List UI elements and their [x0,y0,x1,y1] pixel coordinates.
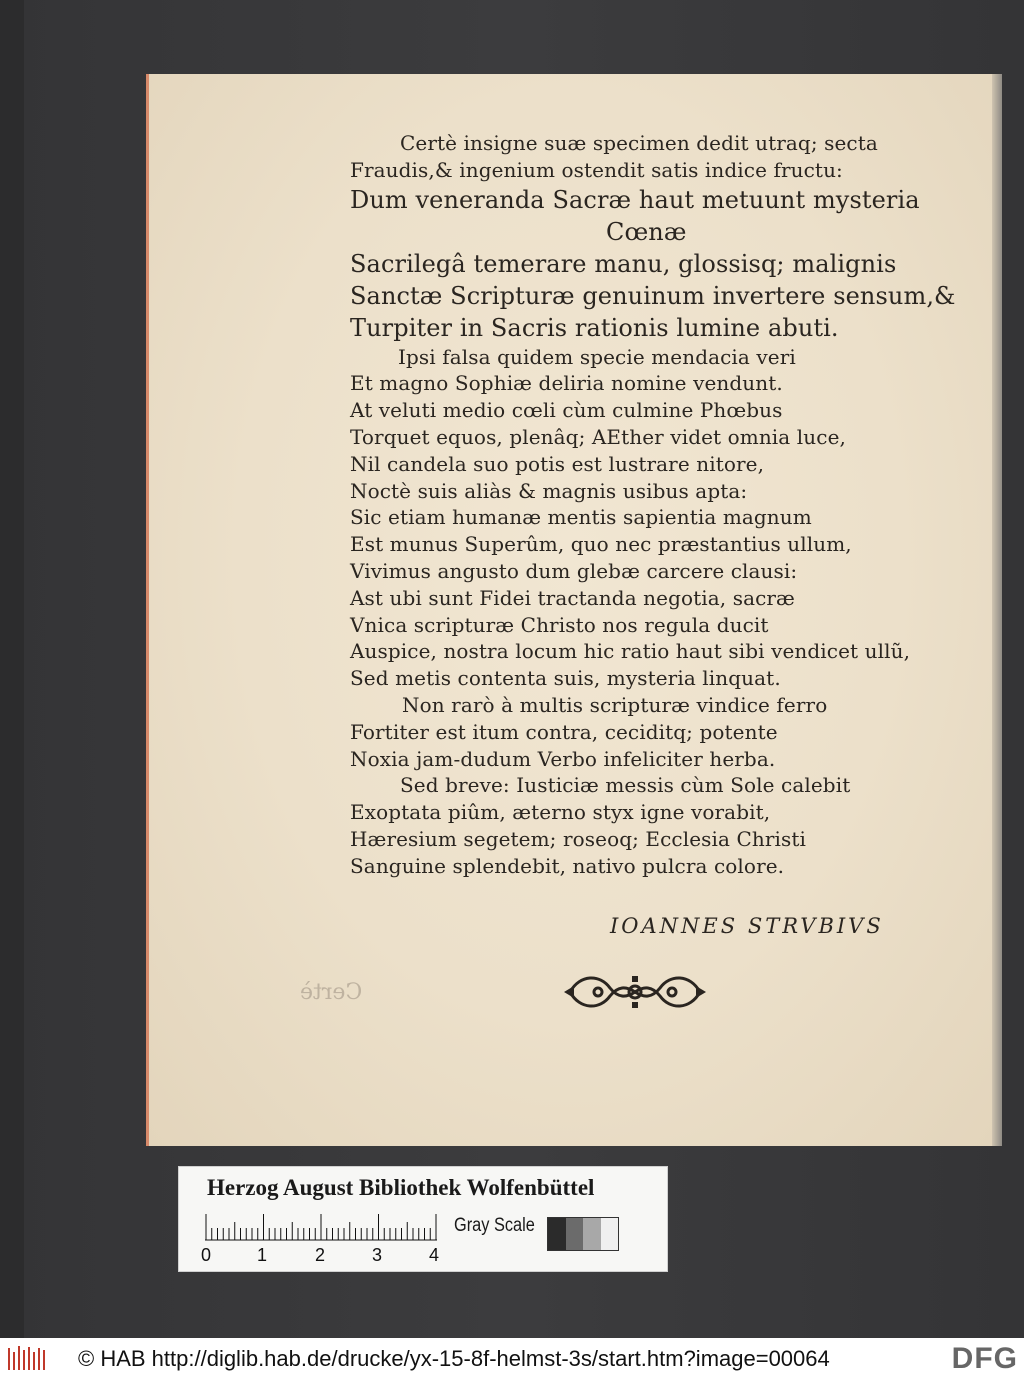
poem-line: Sed metis contenta suis, mysteria linquat. [350,666,781,691]
copyright-url[interactable]: © HAB http://diglib.hab.de/drucke/yx-15-8f-helmst-3s/start.htm?image=00064 [78,1346,830,1371]
footer-bar [0,1338,1024,1380]
poem-line: Sanguine splendebit, nativo pulcra colore. [350,853,785,878]
ruler-numbers [201,1245,461,1269]
ruler-number: 0 [201,1245,212,1265]
background-strip [0,0,24,1338]
poem-line: Auspice, nostra locum hic ratio haut sibi vendicet ullũ, [350,639,911,664]
poem-line: Fraudis,& ingenium ostendit satis indice fructu: [350,157,843,182]
poem-line: Fortiter est itum contra, ceciditq; potente [350,719,778,744]
poem-line: Torquet equos, plenâq; AEther videt omnia luce, [350,424,846,449]
poem-line: Non rarò à multis scripturæ vindice ferro [402,692,828,717]
hab-logo-icon [6,1344,48,1374]
poem-text [200,130,960,880]
poem-line: At veluti medio cœli cùm culmine Phœbus [350,398,783,423]
poem-line: Sanctæ Scripturæ genuinum invertere sensum,& [350,281,956,310]
poem-line: Ipsi falsa quidem specie mendacia veri [398,344,796,369]
page-edge [992,74,1002,1146]
dfg-logo: DFG [951,1342,1018,1375]
poem-line: Sic etiam humanæ mentis sapientia magnum [350,505,812,530]
gray-patch [583,1218,601,1250]
poem-line: Sed breve: Iusticiæ messis cùm Sole calebit [400,773,851,798]
ruler-number: 3 [372,1245,383,1265]
poem-line: Vnica scripturæ Christo nos regula ducit [350,612,769,637]
poem-line: Exoptata piûm, æterno styx igne vorabit, [350,800,771,825]
gray-patch [601,1218,619,1250]
poem-line: Turpiter in Sacris rationis lumine abuti. [350,313,839,342]
poem-line: Noctè suis aliàs & magnis usibus apta: [350,478,748,503]
show-through-text: Certè [300,980,363,1005]
library-color-card [178,1166,668,1272]
ruler-number: 2 [315,1245,326,1265]
author-signature: IOANNES STRVBIVS [610,914,884,938]
poem-line: Dum veneranda Sacræ haut metuunt mysteria [350,185,920,214]
poem-line: Certè insigne suæ specimen dedit utraq; secta [400,131,878,155]
ruler-number: 1 [257,1245,268,1265]
poem-line: Noxia jam-dudum Verbo infeliciter herba. [350,746,776,771]
gray-scale-patches [547,1217,619,1251]
poem-line: Et magno Sophiæ deliria nomine vendunt. [350,371,783,396]
ruler-number: 4 [429,1245,440,1265]
poem-line: Nil candela suo potis est lustrare nitore, [350,451,765,476]
ruler-scale [205,1211,445,1241]
printer-ornament-icon [560,968,710,1016]
gray-scale-label: Gray Scale [454,1215,535,1236]
poem-line: Est munus Superûm, quo nec præstantius ullum, [350,532,852,557]
poem-line: Cœnæ [606,217,687,246]
library-name: Herzog August Bibliothek Wolfenbüttel [207,1175,595,1200]
poem-line: Vivimus angusto dum glebæ carcere clausi: [350,558,798,583]
gray-patch [566,1218,584,1250]
poem-line: Sacrilegâ temerare manu, glossisq; malignis [350,249,897,278]
gray-patch [548,1218,566,1250]
poem-line: Hæresium segetem; roseoq; Ecclesia Christi [350,826,807,851]
poem-line: Ast ubi sunt Fidei tractanda negotia, sacræ [350,585,795,610]
